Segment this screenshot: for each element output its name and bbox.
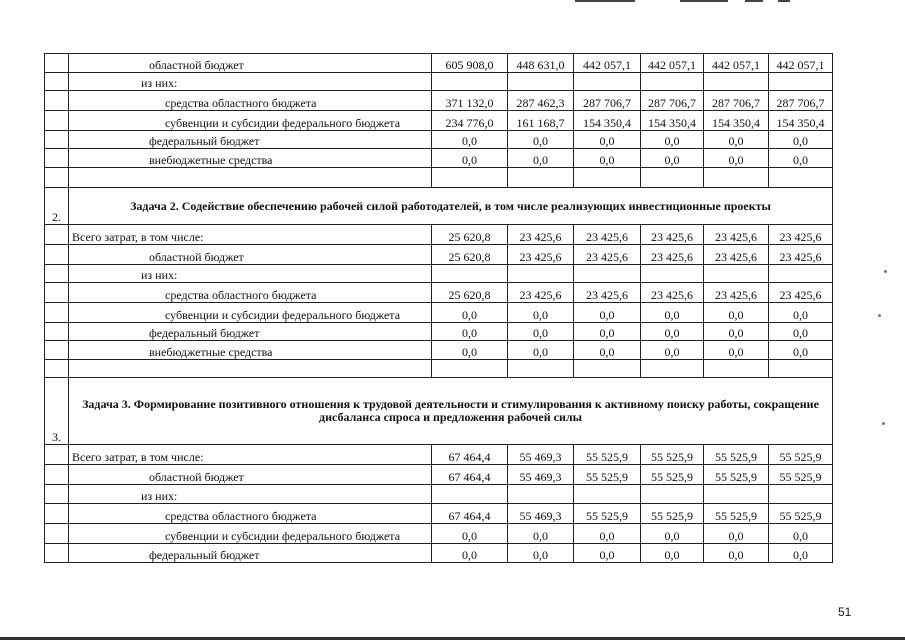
value-cell: 605 908,0 [432, 54, 508, 73]
value-cell: 55 469,3 [508, 445, 574, 465]
row-label: Всего затрат, в том числе: [69, 225, 432, 245]
value-cell: 0,0 [432, 131, 508, 149]
empty-cell [641, 360, 704, 378]
table-row [45, 465, 833, 485]
value-cell: 0,0 [508, 149, 574, 168]
value-cell: 0,0 [704, 323, 769, 341]
row-label: из них: [69, 73, 432, 91]
scan-dot [882, 422, 885, 425]
table-row [45, 445, 833, 465]
number-cell [45, 245, 69, 265]
empty-cell [45, 168, 69, 188]
number-cell [45, 131, 69, 149]
value-cell [432, 265, 508, 283]
value-cell [432, 485, 508, 504]
number-cell [45, 303, 69, 323]
value-cell: 55 525,9 [641, 445, 704, 465]
value-cell: 0,0 [641, 131, 704, 149]
value-cell: 23 425,6 [641, 245, 704, 265]
value-cell [574, 485, 641, 504]
empty-cell [704, 168, 769, 188]
value-cell: 442 057,1 [641, 54, 704, 73]
value-cell: 55 525,9 [769, 465, 833, 485]
row-label: областной бюджет [69, 465, 432, 485]
value-cell: 55 525,9 [574, 445, 641, 465]
value-cell: 154 350,4 [641, 111, 704, 131]
row-label: средства областного бюджета [69, 283, 432, 303]
row-label: внебюджетные средства [69, 149, 432, 168]
spacer-row [45, 360, 833, 378]
value-cell [704, 485, 769, 504]
value-cell: 442 057,1 [769, 54, 833, 73]
budget-table-body [45, 54, 833, 563]
value-cell: 0,0 [432, 303, 508, 323]
value-cell: 23 425,6 [704, 225, 769, 245]
value-cell: 0,0 [769, 131, 833, 149]
value-cell: 0,0 [769, 544, 833, 563]
value-cell: 0,0 [574, 149, 641, 168]
value-cell: 0,0 [769, 341, 833, 360]
row-label: Всего затрат, в том числе: [69, 445, 432, 465]
number-cell [45, 265, 69, 283]
task-number: 3. [45, 378, 69, 445]
value-cell: 67 464,4 [432, 504, 508, 524]
value-cell: 25 620,8 [432, 225, 508, 245]
row-label: субвенции и субсидии федерального бюджета [69, 524, 432, 544]
table-row [45, 131, 833, 149]
empty-cell [574, 360, 641, 378]
page-number: 51 [838, 605, 852, 619]
value-cell [574, 265, 641, 283]
value-cell: 23 425,6 [641, 225, 704, 245]
value-cell: 25 620,8 [432, 245, 508, 265]
scan-mark [745, 0, 763, 2]
empty-cell [641, 168, 704, 188]
number-cell [45, 111, 69, 131]
value-cell: 0,0 [574, 341, 641, 360]
number-cell [45, 149, 69, 168]
task-header-row [45, 188, 833, 225]
value-cell: 0,0 [432, 544, 508, 563]
value-cell: 55 525,9 [641, 504, 704, 524]
table-row [45, 73, 833, 91]
empty-cell [432, 360, 508, 378]
row-label: федеральный бюджет [69, 544, 432, 563]
value-cell: 0,0 [641, 544, 704, 563]
task-number: 2. [45, 188, 69, 225]
row-label: из них: [69, 485, 432, 504]
task-header-row [45, 378, 833, 445]
row-label: из них: [69, 265, 432, 283]
number-cell [45, 283, 69, 303]
value-cell [704, 265, 769, 283]
empty-cell [508, 360, 574, 378]
value-cell: 0,0 [432, 149, 508, 168]
task-title: Задача 3. Формирование позитивного отношения к трудовой деятельности и стимулирования к активному поиску работы, сокращение дисбаланса спроса и предложения рабочей силы [69, 378, 833, 445]
value-cell: 55 525,9 [769, 504, 833, 524]
value-cell [769, 485, 833, 504]
value-cell: 287 706,7 [641, 91, 704, 111]
value-cell: 0,0 [508, 131, 574, 149]
row-label: средства областного бюджета [69, 91, 432, 111]
empty-cell [769, 168, 833, 188]
value-cell: 0,0 [574, 524, 641, 544]
value-cell: 55 525,9 [574, 465, 641, 485]
value-cell: 55 525,9 [704, 465, 769, 485]
value-cell: 234 776,0 [432, 111, 508, 131]
value-cell [508, 73, 574, 91]
spacer-row [45, 168, 833, 188]
value-cell: 55 525,9 [704, 445, 769, 465]
value-cell: 0,0 [508, 323, 574, 341]
number-cell [45, 544, 69, 563]
row-label: субвенции и субсидии федерального бюджета [69, 111, 432, 131]
number-cell [45, 341, 69, 360]
value-cell: 442 057,1 [574, 54, 641, 73]
value-cell [508, 265, 574, 283]
table-row [45, 225, 833, 245]
value-cell: 0,0 [432, 524, 508, 544]
number-cell [45, 465, 69, 485]
value-cell: 0,0 [432, 323, 508, 341]
value-cell: 23 425,6 [769, 283, 833, 303]
table-row [45, 341, 833, 360]
number-cell [45, 504, 69, 524]
value-cell: 0,0 [704, 341, 769, 360]
value-cell: 154 350,4 [574, 111, 641, 131]
value-cell: 25 620,8 [432, 283, 508, 303]
value-cell: 23 425,6 [508, 245, 574, 265]
table-row [45, 303, 833, 323]
row-label: федеральный бюджет [69, 323, 432, 341]
value-cell: 0,0 [769, 323, 833, 341]
value-cell: 23 425,6 [704, 283, 769, 303]
task-title: Задача 2. Содействие обеспечению рабочей силой работодателей, в том числе реализующих инвестиционные проекты [69, 188, 833, 225]
table-row [45, 504, 833, 524]
value-cell: 23 425,6 [769, 245, 833, 265]
empty-cell [574, 168, 641, 188]
scan-dot [878, 314, 881, 317]
table-row [45, 544, 833, 563]
value-cell: 448 631,0 [508, 54, 574, 73]
value-cell: 23 425,6 [574, 283, 641, 303]
table-row [45, 91, 833, 111]
value-cell: 0,0 [641, 524, 704, 544]
value-cell: 0,0 [769, 149, 833, 168]
value-cell [432, 73, 508, 91]
value-cell: 23 425,6 [508, 225, 574, 245]
row-label: внебюджетные средства [69, 341, 432, 360]
value-cell: 287 706,7 [704, 91, 769, 111]
table-row [45, 54, 833, 73]
table-row [45, 149, 833, 168]
value-cell: 287 706,7 [769, 91, 833, 111]
number-cell [45, 225, 69, 245]
value-cell: 55 525,9 [704, 504, 769, 524]
table-row [45, 524, 833, 544]
value-cell: 55 525,9 [769, 445, 833, 465]
scan-dot [884, 270, 887, 273]
value-cell: 0,0 [704, 544, 769, 563]
value-cell [769, 73, 833, 91]
value-cell: 0,0 [704, 524, 769, 544]
value-cell: 0,0 [704, 149, 769, 168]
number-cell [45, 54, 69, 73]
row-label: областной бюджет [69, 54, 432, 73]
table-row [45, 265, 833, 283]
value-cell: 55 469,3 [508, 504, 574, 524]
empty-cell [769, 360, 833, 378]
value-cell: 0,0 [508, 544, 574, 563]
value-cell: 442 057,1 [704, 54, 769, 73]
value-cell: 67 464,4 [432, 445, 508, 465]
empty-cell [45, 360, 69, 378]
table-row [45, 245, 833, 265]
value-cell [641, 485, 704, 504]
empty-cell [432, 168, 508, 188]
number-cell [45, 485, 69, 504]
value-cell: 371 132,0 [432, 91, 508, 111]
value-cell: 0,0 [704, 131, 769, 149]
value-cell [508, 485, 574, 504]
row-label: субвенции и субсидии федерального бюджета [69, 303, 432, 323]
value-cell: 67 464,4 [432, 465, 508, 485]
value-cell: 0,0 [641, 341, 704, 360]
value-cell [641, 73, 704, 91]
value-cell: 23 425,6 [508, 283, 574, 303]
table-row [45, 323, 833, 341]
budget-table [44, 53, 833, 563]
value-cell: 55 469,3 [508, 465, 574, 485]
value-cell: 0,0 [574, 131, 641, 149]
value-cell: 23 425,6 [704, 245, 769, 265]
scan-mark [778, 0, 790, 2]
value-cell [641, 265, 704, 283]
value-cell [704, 73, 769, 91]
value-cell: 0,0 [508, 341, 574, 360]
number-cell [45, 445, 69, 465]
value-cell: 55 525,9 [641, 465, 704, 485]
row-label: областной бюджет [69, 245, 432, 265]
number-cell [45, 91, 69, 111]
value-cell: 0,0 [641, 149, 704, 168]
number-cell [45, 73, 69, 91]
value-cell: 0,0 [574, 544, 641, 563]
value-cell: 154 350,4 [769, 111, 833, 131]
value-cell: 154 350,4 [704, 111, 769, 131]
value-cell: 0,0 [769, 524, 833, 544]
number-cell [45, 524, 69, 544]
value-cell: 0,0 [574, 323, 641, 341]
value-cell: 0,0 [704, 303, 769, 323]
empty-cell [704, 360, 769, 378]
value-cell: 161 168,7 [508, 111, 574, 131]
value-cell: 0,0 [508, 303, 574, 323]
value-cell: 23 425,6 [574, 225, 641, 245]
scan-mark [680, 0, 728, 2]
scan-mark [575, 0, 635, 2]
value-cell: 0,0 [769, 303, 833, 323]
value-cell: 0,0 [508, 524, 574, 544]
number-cell [45, 323, 69, 341]
table-row [45, 283, 833, 303]
empty-cell [69, 360, 432, 378]
value-cell [574, 73, 641, 91]
value-cell: 0,0 [641, 303, 704, 323]
table-row [45, 485, 833, 504]
value-cell: 23 425,6 [641, 283, 704, 303]
value-cell: 287 706,7 [574, 91, 641, 111]
value-cell: 23 425,6 [769, 225, 833, 245]
value-cell: 0,0 [432, 341, 508, 360]
value-cell: 0,0 [574, 303, 641, 323]
value-cell: 23 425,6 [574, 245, 641, 265]
value-cell: 287 462,3 [508, 91, 574, 111]
empty-cell [508, 168, 574, 188]
table-row [45, 111, 833, 131]
empty-cell [69, 168, 432, 188]
value-cell: 0,0 [641, 323, 704, 341]
value-cell [769, 265, 833, 283]
row-label: средства областного бюджета [69, 504, 432, 524]
row-label: федеральный бюджет [69, 131, 432, 149]
value-cell: 55 525,9 [574, 504, 641, 524]
